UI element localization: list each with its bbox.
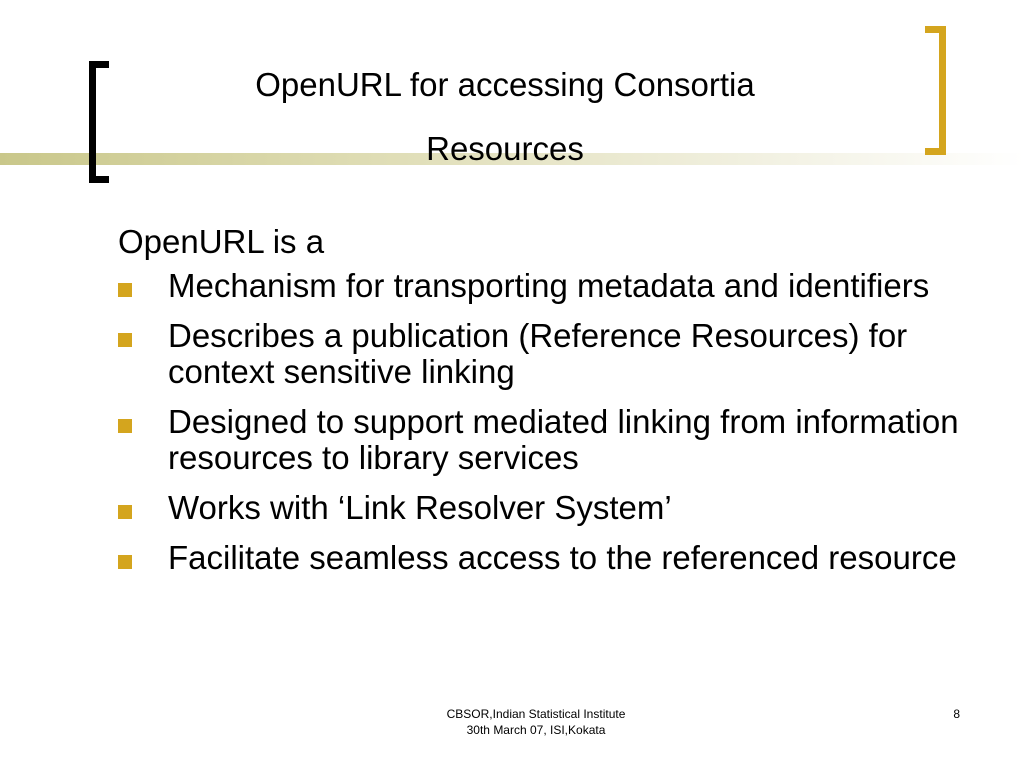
square-bullet-icon <box>118 419 132 433</box>
bullet-text: Works with ‘Link Resolver System’ <box>168 489 672 526</box>
bullet-text: Mechanism for transporting metadata and identifiers <box>168 267 930 304</box>
bullet-item <box>118 318 978 390</box>
page-number: 8 <box>953 707 960 721</box>
left-bracket-decoration <box>89 61 109 183</box>
square-bullet-icon <box>118 505 132 519</box>
bullet-item <box>118 268 978 304</box>
bullet-text: Describes a publication (Reference Resources) for context sensitive linking <box>168 317 908 390</box>
footer-line-2: 30th March 07, ISI,Kokata <box>466 723 606 737</box>
bullet-text: Facilitate seamless access to the referenced resource <box>168 539 957 576</box>
bullet-item <box>118 490 978 526</box>
title-line-1: OpenURL for accessing Consortia <box>255 66 755 103</box>
lead-text: OpenURL is a <box>118 223 325 260</box>
bullet-item <box>118 540 978 576</box>
slide-body <box>118 222 978 590</box>
slide-title <box>150 53 860 181</box>
right-bracket-decoration <box>925 26 946 155</box>
footer-text <box>380 706 692 738</box>
square-bullet-icon <box>118 555 132 569</box>
bullet-item <box>118 404 978 476</box>
title-line-2: Resources <box>426 130 584 167</box>
square-bullet-icon <box>118 333 132 347</box>
bullet-list <box>118 268 978 576</box>
footer-line-1: CBSOR,Indian Statistical Institute <box>446 707 626 721</box>
square-bullet-icon <box>118 283 132 297</box>
bullet-text: Designed to support mediated linking from information resources to library services <box>168 403 959 476</box>
